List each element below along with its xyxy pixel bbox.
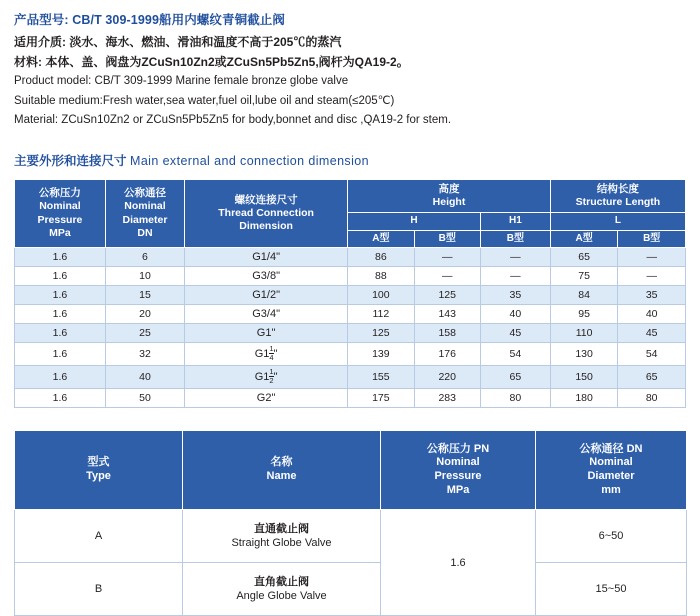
th-h: H	[348, 213, 481, 231]
medium-line-cn: 适用介质: 淡水、海水、燃油、滑油和温度不高于205℃的蒸汽	[14, 35, 342, 49]
cell-h1-b: 54	[480, 343, 550, 366]
cell-dn: 32	[105, 343, 184, 366]
type-table-head	[15, 431, 687, 510]
cell-h-a: 86	[348, 248, 414, 267]
cell-h-a: 112	[348, 305, 414, 324]
cell-pn: 1.6	[15, 286, 106, 305]
th-l-type-a: A型	[550, 230, 618, 248]
cell-thread: G1"	[185, 324, 348, 343]
cell-dn: 10	[105, 267, 184, 286]
material-line-en: Material: ZCuSn10Zn2 or ZCuSn5Pb5Zn5 for body,bonnet and disc ,QA19-2 for stem.	[14, 114, 452, 127]
table-row	[15, 389, 686, 408]
th-l: L	[550, 213, 685, 231]
cell-h-a: 175	[348, 389, 414, 408]
cell-h1-b: —	[480, 267, 550, 286]
product-model-line-en: Product model: CB/T 309-1999 Marine female bronze globe valve	[14, 75, 349, 88]
th-nominal-pressure: 公称压力 Nominal Pressure MPa	[15, 179, 106, 247]
cell-dn: 6	[105, 248, 184, 267]
cell-thread: G1/4"	[185, 248, 348, 267]
cell-h-a: 155	[348, 366, 414, 389]
cell-l-b: 45	[618, 324, 686, 343]
th-nominal-diameter: 公称通径 DN Nominal Diameter mm	[536, 431, 687, 510]
dimension-table	[14, 179, 686, 408]
cell-h1-b: 45	[480, 324, 550, 343]
cell-dn: 40	[105, 366, 184, 389]
medium-line-en: Suitable medium:Fresh water,sea water,fuel oil,lube oil and steam(≤205℃)	[14, 94, 395, 107]
cell-h-b: 158	[414, 324, 480, 343]
th-h-type-b: B型	[414, 230, 480, 248]
cell-l-a: 65	[550, 248, 618, 267]
th-nominal-pressure: 公称压力 PN Nominal Pressure MPa	[381, 431, 536, 510]
cell-dn: 20	[105, 305, 184, 324]
th-h1-type-b: B型	[480, 230, 550, 248]
cell-l-b: 40	[618, 305, 686, 324]
cell-h-a: 100	[348, 286, 414, 305]
dimension-table-head	[15, 179, 686, 247]
table-row	[15, 267, 686, 286]
material-line-cn: 材料: 本体、盖、阀盘为ZCuSn10Zn2或ZCuSn5Pb5Zn5,阀杆为QA19-2。	[14, 55, 409, 70]
section-title-cn: 主要外形和连接尺寸	[14, 153, 127, 168]
cell-h-b: —	[414, 267, 480, 286]
cell-h1-b: 80	[480, 389, 550, 408]
thread-tail: "	[273, 348, 278, 361]
th-nominal-diameter: 公称通径 Nominal Diameter DN	[105, 179, 184, 247]
cell-name-cn: 直角截止阀	[254, 575, 309, 588]
th-h1: H1	[480, 213, 550, 231]
cell-l-a: 95	[550, 305, 618, 324]
cell-h1-b: 65	[480, 366, 550, 389]
th-h-type-a: A型	[348, 230, 414, 248]
th-type: 型式 Type	[15, 431, 183, 510]
cell-pn: 1.6	[381, 510, 536, 616]
cell-pn: 1.6	[15, 324, 106, 343]
cell-pn: 1.6	[15, 248, 106, 267]
th-height-group: 高度 Height	[348, 179, 551, 212]
thread-tail: "	[273, 371, 278, 384]
header-block	[14, 10, 686, 129]
cell-l-b: 54	[618, 343, 686, 366]
cell-pn: 1.6	[15, 389, 106, 408]
cell-name-en: Straight Globe Valve	[231, 537, 332, 550]
cell-name	[183, 563, 381, 616]
cell-dn: 15	[105, 286, 184, 305]
cell-h-b: 220	[414, 366, 480, 389]
section-title-en: Main external and connection dimension	[130, 153, 369, 168]
product-model-label: 产品型号:	[14, 13, 69, 27]
thread-fraction: $\frac{1}{2}$	[269, 367, 274, 385]
table-row	[15, 286, 686, 305]
cell-l-a: 110	[550, 324, 618, 343]
cell-h1-b: —	[480, 248, 550, 267]
cell-dn: 6~50	[536, 510, 687, 563]
th-l-type-b: B型	[618, 230, 686, 248]
thread-fraction: $\frac{1}{4}$	[269, 344, 274, 362]
table-row	[15, 324, 686, 343]
cell-name-cn: 直通截止阀	[254, 522, 309, 535]
cell-l-a: 84	[550, 286, 618, 305]
table-row	[15, 248, 686, 267]
cell-l-b: 35	[618, 286, 686, 305]
cell-l-a: 150	[550, 366, 618, 389]
cell-h-b: 143	[414, 305, 480, 324]
th-thread-connection: 螺纹连接尺寸 Thread Connection Dimension	[185, 179, 348, 247]
cell-l-b: —	[618, 267, 686, 286]
section-title	[14, 151, 686, 169]
cell-l-b: 65	[618, 366, 686, 389]
cell-thread	[185, 366, 348, 389]
table-header-row	[15, 179, 686, 212]
table-header-row	[15, 431, 687, 510]
cell-name-en: Angle Globe Valve	[236, 590, 327, 603]
cell-type: B	[15, 563, 183, 616]
cell-h-a: 139	[348, 343, 414, 366]
cell-l-a: 180	[550, 389, 618, 408]
cell-thread: G1/2"	[185, 286, 348, 305]
product-model-value: CB/T 309-1999船用内螺纹青铜截止阀	[72, 13, 286, 27]
table-row	[15, 343, 686, 366]
cell-h1-b: 40	[480, 305, 550, 324]
product-model-line	[14, 10, 686, 28]
cell-dn: 25	[105, 324, 184, 343]
cell-pn: 1.6	[15, 343, 106, 366]
cell-h-b: —	[414, 248, 480, 267]
cell-h-b: 125	[414, 286, 480, 305]
cell-thread: G3/4"	[185, 305, 348, 324]
cell-dn: 15~50	[536, 563, 687, 616]
cell-h1-b: 35	[480, 286, 550, 305]
th-name: 名称 Name	[183, 431, 381, 510]
dimension-table-body	[15, 248, 686, 408]
thread-int: G1	[254, 348, 270, 361]
cell-h-b: 283	[414, 389, 480, 408]
cell-l-a: 75	[550, 267, 618, 286]
table-row	[15, 510, 687, 563]
cell-thread: G2"	[185, 389, 348, 408]
type-table-body	[15, 510, 687, 616]
cell-dn: 50	[105, 389, 184, 408]
cell-thread	[185, 343, 348, 366]
cell-pn: 1.6	[15, 305, 106, 324]
cell-pn: 1.6	[15, 267, 106, 286]
table-row	[15, 563, 687, 616]
cell-h-b: 176	[414, 343, 480, 366]
cell-name	[183, 510, 381, 563]
type-table	[14, 430, 687, 616]
th-length-group: 结构长度 Structure Length	[550, 179, 685, 212]
table-row	[15, 305, 686, 324]
cell-l-a: 130	[550, 343, 618, 366]
cell-l-b: 80	[618, 389, 686, 408]
cell-l-b: —	[618, 248, 686, 267]
cell-h-a: 125	[348, 324, 414, 343]
cell-thread: G3/8"	[185, 267, 348, 286]
table-row	[15, 366, 686, 389]
cell-type: A	[15, 510, 183, 563]
thread-int: G1	[254, 371, 270, 384]
cell-pn: 1.6	[15, 366, 106, 389]
cell-h-a: 88	[348, 267, 414, 286]
